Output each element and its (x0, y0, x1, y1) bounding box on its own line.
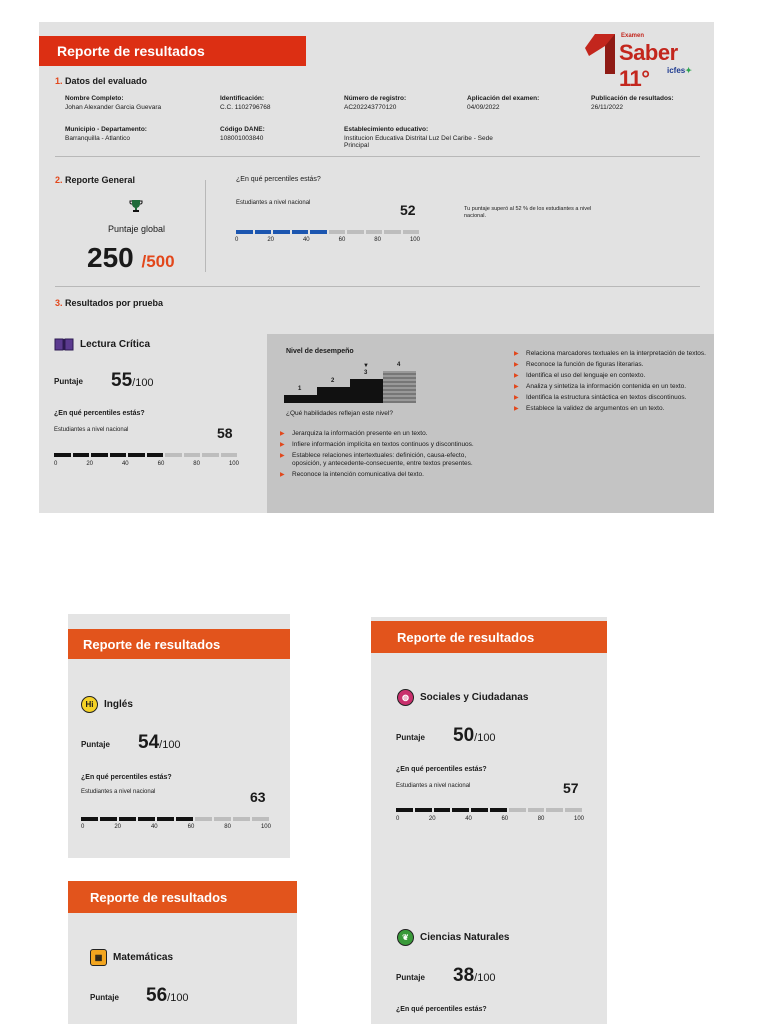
tick-label: 0 (235, 237, 239, 243)
percentil-question: ¿En qué percentiles estás? (236, 176, 321, 183)
logo-icfes-text: icfes✦ (667, 66, 692, 75)
main-report-panel (39, 22, 714, 513)
sociales-naturales-report-panel (371, 617, 607, 1024)
tick-label: 60 (338, 237, 346, 243)
sociales-percentil-bar (396, 808, 582, 812)
nivel-step-label: 4 (397, 362, 401, 368)
dane-value: 108001003840 (220, 135, 264, 142)
habilidad-item: ▶ Jerarquiza la información presente en un texto. (280, 430, 490, 438)
registro-value: AC202243770120 (344, 104, 397, 111)
tick-label: 40 (150, 824, 158, 830)
tick-label: 40 (465, 816, 472, 822)
sociales-percentil-ticks (396, 816, 584, 822)
tick-label: 0 (81, 824, 85, 830)
establecimiento-value: Institucion Educativa Distrital Luz Del Caribe - Sede (344, 135, 493, 142)
tick-label: 60 (187, 824, 195, 830)
bar-segment-filled (396, 808, 413, 812)
municipio-value: Barranquilla - Atlantico (65, 135, 131, 142)
tick-label: 80 (224, 824, 231, 830)
report-title-banner: Reporte de resultados (68, 881, 297, 913)
percentil-text-line2: nacional. (464, 213, 487, 219)
nombre-value: Johan Alexander Garcia Guevara (65, 104, 162, 111)
bar-segment-filled (255, 230, 272, 234)
tick-label: 100 (228, 461, 239, 467)
saber-11-logo (585, 30, 713, 91)
ingles-percentil-question: ¿En qué percentiles estás? (81, 774, 172, 781)
trophy-icon (129, 199, 143, 213)
bar-segment-filled (119, 817, 136, 821)
lectura-nacional-label: Estudiantes a nivel nacional (54, 427, 129, 433)
report-title-banner: Reporte de resultados (39, 36, 306, 66)
bar-segment-filled (73, 453, 90, 457)
habilidad-item: ▶ Analiza y sintetiza la información contenida en un texto. (514, 383, 714, 391)
matematicas-subject-title: ▦ Matemáticas (90, 949, 173, 966)
tick-label: 60 (501, 816, 509, 822)
bar-segment-filled (147, 453, 164, 457)
lectura-puntaje-label: Puntaje (54, 377, 83, 386)
tick-label: 80 (193, 461, 200, 467)
habilidad-item: ▶ Establece relaciones intertextuales: definición, causa-efecto, oposición, y antecedente-consecuente, entre textos presentes. (280, 452, 490, 468)
tick-label: 20 (267, 237, 274, 243)
bar-segment-empty (384, 230, 401, 234)
bar-segment-empty (347, 230, 364, 234)
percentil-bar (236, 230, 419, 234)
datos-section-title: 1. Datos del evaluado (55, 76, 148, 86)
calculator-icon: ▦ (90, 949, 107, 966)
vertical-divider (205, 180, 206, 272)
sociales-subject-title: ◍ Sociales y Ciudadanas (397, 689, 528, 706)
habilidades-question: ¿Qué habilidades reflejan este nivel? (286, 410, 393, 417)
nivel-step-1 (284, 395, 317, 403)
habilidad-item: ▶ Reconoce la función de figuras literarias. (514, 361, 714, 369)
report-title-banner: Reporte de resultados (68, 629, 290, 659)
ingles-subject-title: Hi Inglés (81, 696, 133, 713)
logo-saber-text: Saber 11° (619, 40, 678, 91)
naturales-score: 38/100 (453, 965, 496, 986)
matematicas-report-panel (68, 881, 297, 1024)
matematicas-score: 56/100 (146, 985, 189, 1006)
lectura-percentil-bar (54, 453, 237, 457)
bar-segment-filled (415, 808, 432, 812)
bar-segment-empty (165, 453, 182, 457)
publicacion-value: 26/11/2022 (591, 104, 624, 111)
matematicas-puntaje-label: Puntaje (90, 993, 119, 1002)
bar-segment-empty (221, 453, 238, 457)
bar-segment-filled (310, 230, 327, 234)
bar-segment-empty (546, 808, 563, 812)
divider (55, 156, 700, 157)
bar-segment-empty (403, 230, 420, 234)
saber-logo-mark-icon (585, 34, 619, 74)
bar-segment-filled (236, 230, 253, 234)
establecimiento-label: Establecimiento educativo: (344, 126, 429, 133)
tick-label: 80 (537, 816, 545, 822)
habilidad-item: ▶ Relaciona marcadores textuales en la interpretación de textos. (514, 350, 714, 358)
bar-segment-filled (292, 230, 309, 234)
tick-label: 0 (54, 461, 58, 467)
aplicacion-value: 04/09/2022 (467, 104, 500, 111)
bar-segment-filled (434, 808, 451, 812)
tick-label: 100 (409, 237, 420, 243)
bar-segment-filled (81, 817, 98, 821)
tick-label: 20 (86, 461, 93, 467)
bar-segment-filled (91, 453, 108, 457)
identificacion-value: C.C. 1102796768 (220, 104, 271, 111)
bar-segment-empty (329, 230, 346, 234)
lectura-subject-title: Lectura Crítica (54, 337, 150, 351)
nivel-step-2 (317, 387, 350, 403)
bar-segment-filled (273, 230, 290, 234)
bar-segment-filled (128, 453, 145, 457)
speech-bubble-icon: Hi (81, 696, 98, 713)
logo-examen-text: Examen (621, 33, 645, 39)
naturales-puntaje-label: Puntaje (396, 973, 425, 982)
pruebas-section-title: 3. Resultados por prueba (55, 298, 164, 308)
bar-segment-empty (366, 230, 383, 234)
tick-label: 100 (260, 824, 271, 830)
habilidad-item: ▶ Infiere información implícita en textos continuos y discontinuos. (280, 441, 490, 449)
nivel-desempeno-title: Nivel de desempeño (286, 348, 354, 355)
percentil-text: Tu puntaje superó al 52 % de los estudiantes a nivel (464, 206, 592, 212)
lectura-percentil-value: 58 (217, 425, 233, 441)
puntaje-global-score: 250 /500 (87, 242, 175, 273)
bar-segment-filled (452, 808, 469, 812)
aplicacion-label: Aplicación del examen: (467, 95, 540, 102)
municipio-label: Municipio - Departamento: (65, 126, 147, 133)
bar-segment-empty (565, 808, 582, 812)
tick-label: 20 (428, 816, 436, 822)
lectura-percentil-ticks (54, 461, 239, 467)
bar-segment-filled (490, 808, 507, 812)
ingles-nacional-label: Estudiantes a nivel nacional (81, 789, 156, 795)
ingles-score: 54/100 (138, 732, 181, 753)
bar-segment-filled (176, 817, 193, 821)
bar-segment-filled (157, 817, 174, 821)
lectura-score: 55/100 (111, 370, 154, 391)
tick-label: 80 (374, 237, 381, 243)
registro-label: Número de registro: (344, 95, 407, 102)
bar-segment-filled (100, 817, 117, 821)
ingles-percentil-bar (81, 817, 269, 821)
tick-label: 100 (573, 816, 584, 822)
percentil-ticks (235, 237, 420, 243)
tick-label: 20 (114, 824, 121, 830)
bar-segment-filled (110, 453, 127, 457)
habilidad-item: ▶ Reconoce la intención comunicativa del texto. (280, 471, 490, 479)
bar-segment-empty (528, 808, 545, 812)
bar-segment-empty (184, 453, 201, 457)
ingles-report-panel (68, 614, 290, 858)
percentil-value: 52 (400, 202, 416, 218)
naturales-percentil-question: ¿En qué percentiles estás? (396, 1006, 487, 1013)
tick-label: 40 (121, 461, 129, 467)
habilidad-item: ▶ Establece la validez de argumentos en un texto. (514, 405, 714, 413)
divider (55, 286, 700, 287)
globe-icon: ◍ (397, 689, 414, 706)
nombre-label: Nombre Completo: (65, 95, 124, 102)
bar-segment-empty (233, 817, 250, 821)
sociales-percentil-question: ¿En qué percentiles estás? (396, 766, 487, 773)
establecimiento-value-line2: Principal (344, 142, 369, 149)
sociales-percentil-value: 57 (563, 780, 579, 796)
nacional-label: Estudiantes a nivel nacional (236, 200, 311, 206)
bar-segment-empty (252, 817, 269, 821)
tick-label: 40 (302, 237, 310, 243)
nivel-step-4 (383, 371, 416, 403)
bar-segment-empty (195, 817, 212, 821)
nivel-step-3 (350, 379, 383, 403)
bar-segment-filled (54, 453, 71, 457)
nivel-desempeno-box (267, 334, 714, 513)
bar-segment-filled (471, 808, 488, 812)
dane-label: Código DANE: (220, 126, 265, 133)
lectura-percentil-question: ¿En qué percentiles estás? (54, 410, 145, 417)
bar-segment-filled (138, 817, 155, 821)
naturales-subject-title: ❦ Ciencias Naturales (397, 929, 510, 946)
nivel-step-label: 2 (331, 378, 335, 384)
book-icon (54, 337, 74, 351)
habilidad-item: ▶ Identifica la estructura sintáctica en textos discontinuos. (514, 394, 714, 402)
bar-segment-empty (214, 817, 231, 821)
puntaje-global-label: Puntaje global (108, 224, 166, 234)
publicacion-label: Publicación de resultados: (591, 95, 674, 102)
ingles-percentil-value: 63 (250, 789, 266, 805)
nivel-step-label: 1 (298, 386, 302, 392)
ingles-puntaje-label: Puntaje (81, 740, 110, 749)
identificacion-label: Identificación: (220, 95, 265, 102)
ingles-percentil-ticks (81, 824, 271, 830)
bar-segment-empty (509, 808, 526, 812)
nivel-step-label: 3 (364, 370, 368, 376)
bar-segment-empty (202, 453, 219, 457)
leaf-globe-icon: ❦ (397, 929, 414, 946)
tick-label: 60 (157, 461, 165, 467)
tick-label: 0 (396, 816, 400, 822)
habilidad-item: ▶ Identifica el uso del lenguaje en contexto. (514, 372, 714, 380)
nivel-current-marker-icon: ▼ (363, 363, 369, 369)
sociales-nacional-label: Estudiantes a nivel nacional (396, 783, 471, 789)
sociales-puntaje-label: Puntaje (396, 733, 425, 742)
general-section-title: 2. Reporte General (55, 175, 136, 185)
sociales-score: 50/100 (453, 725, 496, 746)
report-title-banner: Reporte de resultados (371, 621, 607, 653)
